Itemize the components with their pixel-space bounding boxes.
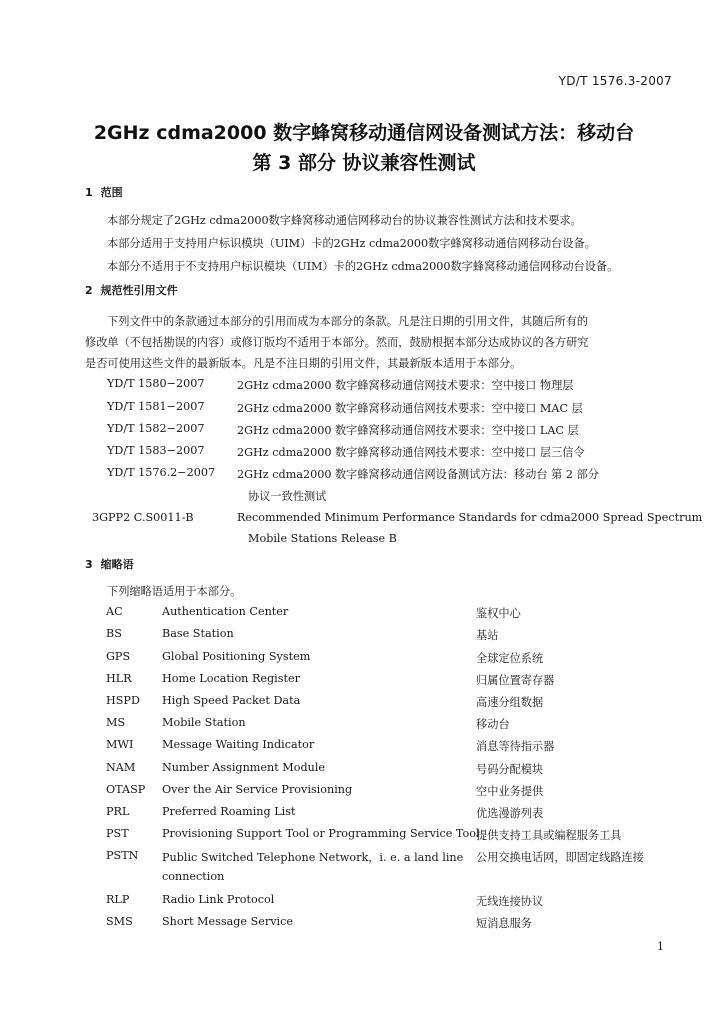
scope-paragraph: 本部分不适用于不支持用户标识模块（UIM）卡的2GHz cdma2000数字蜂窝移动通信网移动台设备。	[107, 260, 619, 273]
page-number: 1	[657, 940, 664, 953]
section-title: 范围	[100, 186, 123, 199]
reference-id: YD/T 1583−2007	[107, 444, 205, 457]
reference-title-continued: 协议一致性测试	[248, 490, 327, 503]
scope-paragraph: 本部分适用于支持用户标识模块（UIM）卡的2GHz cdma2000数字蜂窝移动通信网移动台设备。	[107, 237, 596, 250]
abbreviation-english: Message Waiting Indicator	[162, 738, 315, 751]
abbreviation-chinese: 全球定位系统	[476, 652, 544, 665]
abbreviation-code: OTASP	[106, 783, 146, 796]
reference-title-continued: Mobile Stations Release B	[248, 532, 397, 545]
abbreviation-code: PST	[106, 827, 129, 840]
abbreviation-english: Preferred Roaming List	[162, 805, 296, 818]
abbreviation-chinese: 归属位置寄存器	[476, 674, 555, 687]
abbreviation-code: MWI	[106, 738, 134, 751]
abbreviation-chinese: 鉴权中心	[476, 607, 521, 620]
references-intro-line: 是否可使用这些文件的最新版本。凡是不注日期的引用文件，其最新版本适用于本部分。	[85, 357, 522, 370]
references-intro-line: 下列文件中的条款通过本部分的引用而成为本部分的条款。凡是注日期的引用文件，其随后所有的	[107, 315, 589, 328]
standard-id: YD/T 1576.3-2007	[558, 74, 672, 88]
abbreviation-english: Mobile Station	[162, 716, 246, 729]
abbreviation-english-continued: connection	[162, 870, 225, 883]
reference-title: 2GHz cdma2000 数字蜂窝移动通信网设备测试方法：移动台 第 2 部分	[237, 468, 599, 481]
abbreviation-code: MS	[106, 716, 126, 729]
abbreviations-intro: 下列缩略语适用于本部分。	[107, 585, 242, 598]
abbreviation-code: BS	[106, 627, 122, 640]
references-intro-line: 修改单（不包括勘误的内容）或修订版均不适用于本部分。然而，鼓励根据本部分达成协议的各方研究	[85, 336, 589, 349]
section-number: 1	[85, 186, 93, 199]
reference-title: 2GHz cdma2000 数字蜂窝移动通信网技术要求：空中接口 层三信令	[237, 446, 585, 459]
document-title-line2: 第 3 部分 协议兼容性测试	[252, 152, 476, 174]
abbreviation-english: Home Location Register	[162, 672, 300, 685]
abbreviation-chinese: 消息等待指示器	[476, 740, 555, 753]
abbreviation-code: AC	[106, 605, 123, 618]
abbreviation-code: PRL	[106, 805, 130, 818]
section-heading-scope	[85, 184, 123, 200]
abbreviation-chinese: 公用交换电话网，即固定线路连接	[476, 851, 644, 864]
reference-title: 2GHz cdma2000 数字蜂窝移动通信网技术要求：空中接口 MAC 层	[237, 402, 583, 415]
abbreviation-english: Global Positioning System	[162, 650, 311, 663]
abbreviation-code: NAM	[106, 761, 136, 774]
scope-paragraph: 本部分规定了2GHz cdma2000数字蜂窝移动通信网移动台的协议兼容性测试方法和技术要求。	[107, 214, 582, 227]
section-number: 3	[85, 558, 93, 571]
reference-id: YD/T 1576.2−2007	[107, 466, 216, 479]
reference-title: 2GHz cdma2000 数字蜂窝移动通信网技术要求：空中接口 LAC 层	[237, 424, 579, 437]
abbreviation-chinese: 号码分配模块	[476, 763, 544, 776]
reference-title: 2GHz cdma2000 数字蜂窝移动通信网技术要求：空中接口 物理层	[237, 379, 574, 392]
abbreviation-code: HSPD	[106, 694, 140, 707]
abbreviation-english: Public Switched Telephone Network，i. e. a land line	[162, 851, 464, 864]
section-title: 规范性引用文件	[100, 284, 178, 297]
reference-id: 3GPP2 C.S0011-B	[92, 511, 194, 524]
abbreviation-chinese: 移动台	[476, 718, 510, 731]
section-title: 缩略语	[100, 558, 134, 571]
reference-id: YD/T 1580−2007	[107, 377, 205, 390]
abbreviation-chinese: 优选漫游列表	[476, 807, 544, 820]
abbreviation-chinese: 提供支持工具或编程服务工具	[476, 829, 622, 842]
abbreviation-code: HLR	[106, 672, 132, 685]
abbreviation-code: GPS	[106, 650, 131, 663]
section-heading-abbreviations	[85, 556, 134, 572]
abbreviation-english: Number Assignment Module	[162, 761, 326, 774]
abbreviation-english: Radio Link Protocol	[162, 893, 275, 906]
reference-id: YD/T 1581−2007	[107, 400, 205, 413]
abbreviation-chinese: 基站	[476, 629, 499, 642]
abbreviation-chinese: 无线连接协议	[476, 895, 544, 908]
abbreviation-code: PSTN	[106, 849, 139, 862]
reference-title: Recommended Minimum Performance Standards for cdma2000 Spread Spectrum	[237, 511, 703, 524]
abbreviation-english: Short Message Service	[162, 915, 293, 928]
abbreviation-code: RLP	[106, 893, 130, 906]
abbreviation-english: Base Station	[162, 627, 234, 640]
abbreviation-chinese: 空中业务提供	[476, 785, 544, 798]
section-heading-references	[85, 282, 178, 298]
reference-id: YD/T 1582−2007	[107, 422, 205, 435]
abbreviation-english: Authentication Center	[162, 605, 289, 618]
abbreviation-code: SMS	[106, 915, 133, 928]
abbreviation-chinese: 高速分组数据	[476, 696, 544, 709]
abbreviation-english: Provisioning Support Tool or Programming Service Tool	[162, 827, 480, 840]
abbreviation-english: High Speed Packet Data	[162, 694, 301, 707]
section-number: 2	[85, 284, 93, 297]
abbreviation-english: Over the Air Service Provisioning	[162, 783, 353, 796]
abbreviation-chinese: 短消息服务	[476, 917, 532, 930]
document-title-line1: 2GHz cdma2000 数字蜂窝移动通信网设备测试方法：移动台	[93, 122, 635, 144]
